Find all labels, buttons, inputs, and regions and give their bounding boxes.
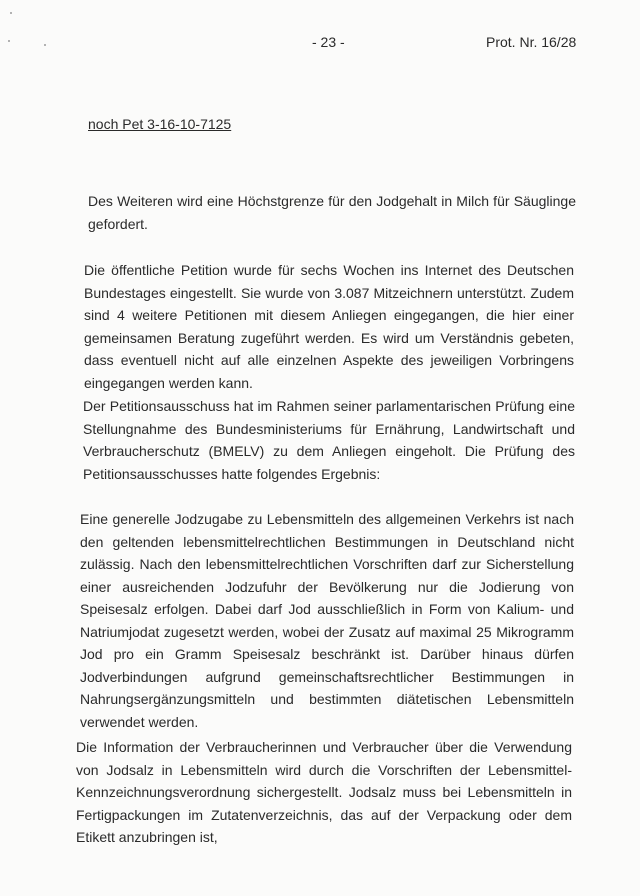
page-number: - 23 -: [312, 34, 345, 50]
paragraph-public-petition: Die öffentliche Petition wurde für sechs Wochen ins Internet des Deutschen Bundestages eingestellt. Sie wurde von 3.087 Mitzeichnern unterstützt. Zudem sind 4 weitere Petitionen mit diesem Anliegen eingegangen, die hier einer gemeinsamen Beratung zugeführt werden. Es wird um Verständnis gebeten, dass eventuell nicht auf alle einzelnen Aspekte des jeweiligen Vorbringens eingegangen werden kann.: [84, 262, 574, 391]
protocol-number: Prot. Nr. 16/28: [486, 34, 577, 50]
paragraph-committee-review: Der Petitionsausschuss hat im Rahmen seiner parlamentarischen Prüfung eine Stellungnahme des Bundesministeriums für Ernährung, Landwirtschaft und Verbraucherschutz (BMELV) zu dem Anliegen eingeholt. Die Prüfung des Petitionsausschusses hatte folgendes Ergebnis:: [83, 398, 575, 482]
scan-speck: [8, 40, 10, 42]
scan-speck: [44, 44, 46, 46]
scan-speck: [10, 12, 12, 14]
paragraph-demand: Des Weiteren wird eine Höchstgrenze für den Jodgehalt in Milch für Säuglinge gefordert.: [88, 193, 576, 232]
paragraph-legal-rules: Eine generelle Jodzugabe zu Lebensmitteln des allgemeinen Verkehrs ist nach den geltenden lebensmittelrechtlichen Bestimmungen in Deutschland nicht zulässig. Nach den lebensmittelrechtlichen Vorschriften darf zur Sicherstellung einer ausreichenden Jodzufuhr der Bevölkerung nur die Jodierung von Speisesalz erfolgen. Dabei darf Jod ausschließlich in Form von Kalium- und Natriumjodat zugesetzt werden, wobei der Zusatz auf maximal 25 Mikrogramm Jod pro ein Gramm Speisesalz beschränkt ist. Darüber hinaus dürfen Jodverbindungen aufgrund gemeinschaftsrechtlicher Bestimmungen in Nahrungsergänzungsmitteln und bestimmten diätetischen Lebensmitteln verwendet werden.: [80, 511, 574, 730]
petition-reference: noch Pet 3-16-10-7125: [88, 116, 232, 132]
paragraph-consumer-information: Die Information der Verbraucherinnen und Verbraucher über die Verwendung von Jodsalz in Lebensmitteln wird durch die Vorschriften der Lebensmittel-Kennzeichnungsverordnung sichergestellt. Jodsalz muss bei Lebensmitteln in Fertigpackungen im Zutatenverzeichnis, das auf der Verpackung oder dem Etikett anzubringen ist,: [76, 739, 572, 845]
